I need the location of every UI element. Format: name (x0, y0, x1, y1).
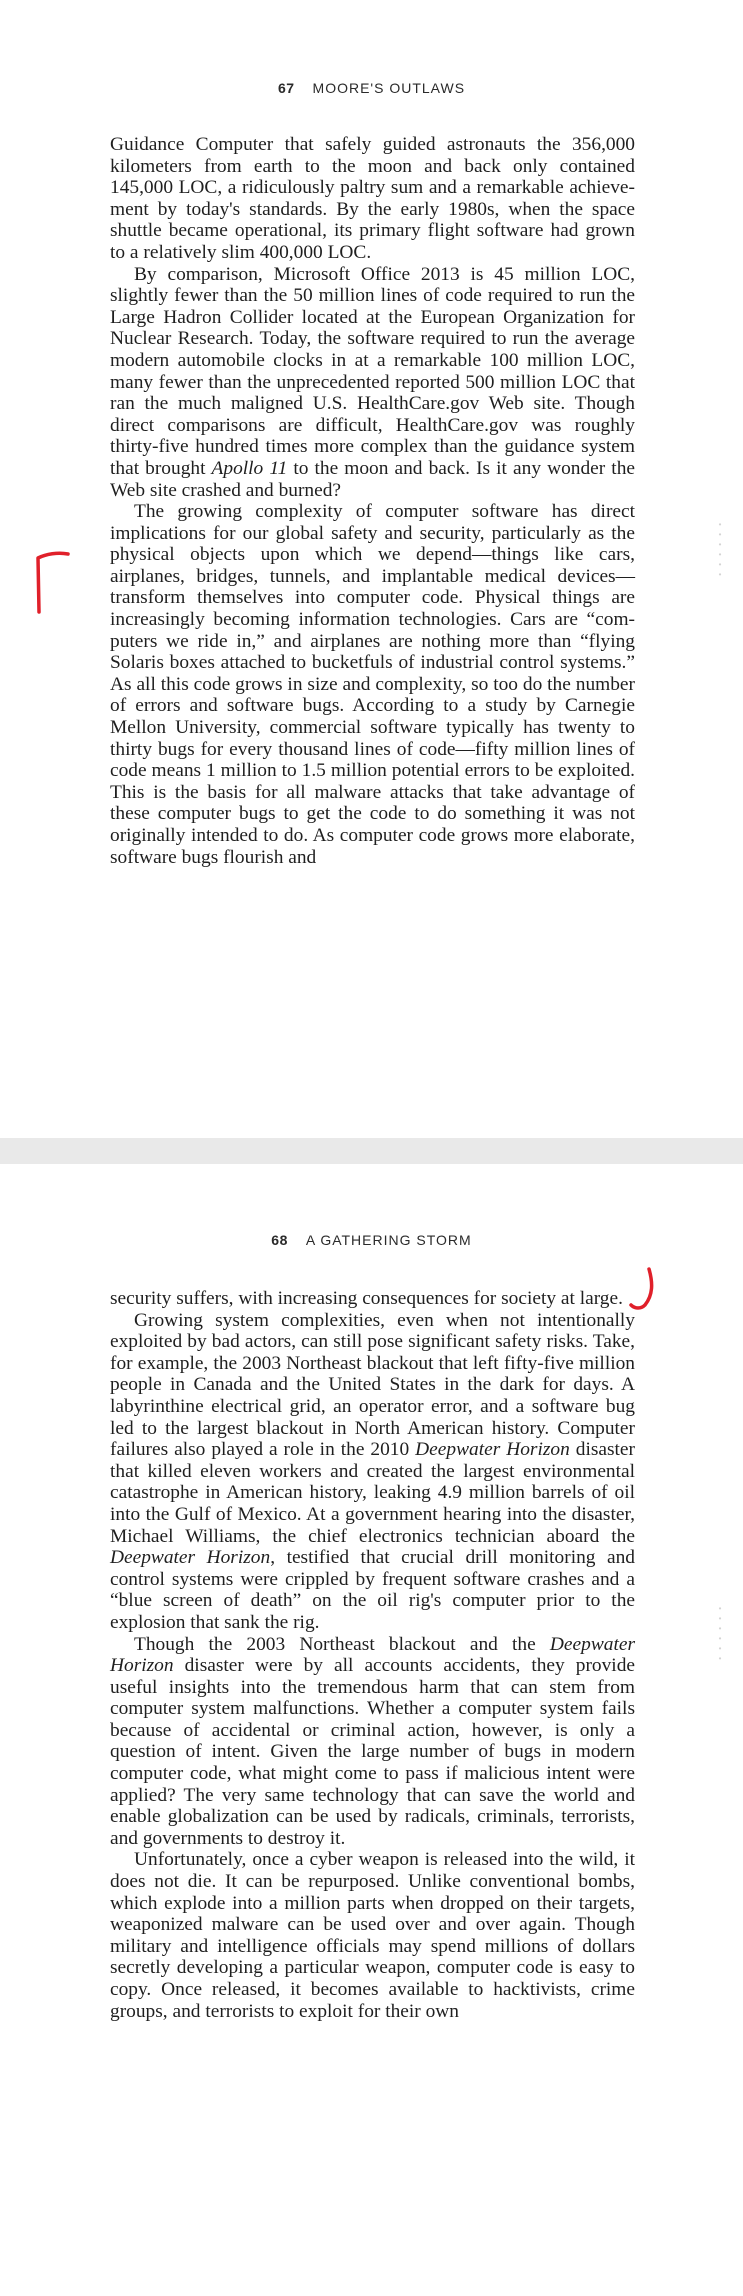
scroll-indicator: • • • • • • (718, 520, 722, 579)
page-body (110, 1288, 635, 2022)
book-page-67 (0, 0, 743, 1138)
running-head: MOORE'S OUTLAWS (312, 80, 466, 96)
page-number: 68 (271, 1232, 288, 1248)
page-header (0, 80, 743, 96)
red-end-mark (627, 1265, 661, 1315)
paragraph: Though the 2003 Northeast blackout and the Deepwater Horizon disaster were by all accounts accidents, they provide useful insights into the tremendous harm that can stem from computer system malfunctions. Whether a computer system fails because of accidental or criminal action, however, is only a question of intent. Given the large number of bugs in modern computer code, what might come to pass if malicious intent were applied? The very same technology that can save the world and enable globalization can be used by radicals, criminals, terrorists, and governments to destroy it. (110, 1633, 635, 1849)
paragraph: Growing system complexities, even when not intentionally exploited by bad actors, can still pose significant safety risks. Take, for example, the 2003 Northeast blackout that left fifty-five million people in Canada and the United States in the dark for days. A labyrinthine electrical grid, an operator error, and a software bug led to the largest blackout in North American history. Computer failures also played a role in the 2010 Deepwater Horizon disaster that killed eleven workers and created the largest environmental catastrophe in American history, leaking 4.9 million barrels of oil into the Gulf of Mexico. At a government hearing into the disaster, Michael Williams, the chief electronics technician aboard the Deepwater Horizon, testified that crucial drill monitoring and control systems were crippled by frequent software crashes and a “blue screen of death” on the oil rig's computer prior to the explosion that sank the rig. (110, 1309, 635, 1633)
page-number: 67 (277, 80, 295, 96)
paragraph: The growing complexity of computer software has direct implications for our global safety and security, particularly as the physical objects upon which we depend—things like cars, airplanes, bridges, tunnels, and implantable medical devices—transform themselves into computer code. Physical things are increasingly becoming information technologies. Cars are “computers we ride in,” and airplanes are nothing more than “flying Solaris boxes attached to bucketfuls of industrial control systems.” As all this code grows in size and complexity, so too do the number of errors and software bugs. According to a study by Carnegie Mellon University, commercial software typically has twenty to thirty bugs for every thousand lines of code—fifty million lines of code means 1 million to 1.5 million potential errors to be exploited. This is the basis for all malware attacks that take advantage of these computer bugs to get the code to do something it was not originally intended to do. As computer code grows more elaborate, software bugs flourish and (110, 501, 635, 868)
paragraph: Guidance Computer that safely guided astronauts the 356,000 kilometers from earth to the moon and back only contained 145,000 LOC, a ridiculously paltry sum and a remarkable achievement by today's standards. By the early 1980s, when the space shuttle became operational, its primary flight software had grown to a relatively slim 400,000 LOC. (110, 134, 635, 263)
running-head: A GATHERING STORM (305, 1232, 472, 1248)
paragraph: Unfortunately, once a cyber weapon is released into the wild, it does not die. It can be repurposed. Unlike conventional bombs, which explode into a million parts when dropped on their targets, weaponized malware can be used over and over again. Though military and intelligence officials may spend millions of dollars secretly developing a particular weapon, computer code is easy to copy. Once released, it becomes available to hacktivists, crime groups, and terrorists to exploit for their own (110, 1849, 635, 2022)
page-header (0, 1232, 743, 1248)
book-page-68 (0, 1164, 743, 2296)
page-body (110, 134, 635, 868)
scroll-indicator: • • • • • • (718, 1604, 722, 1663)
paragraph: By comparison, Microsoft Office 2013 is 45 million LOC, slightly fewer than the 50 million lines of code required to run the Large Hadron Collider located at the European Organization for Nuclear Research. Today, the software required to run the average modern automobile clocks in at a remarkable 100 million LOC, many fewer than the unprecedented reported 500 million LOC that ran the much maligned U.S. HealthCare.gov Web site. Though direct comparisons are difficult, HealthCare.gov was roughly thirty-five hundred times more complex than the guidance system that brought Apollo 11 to the moon and back. Is it any wonder the Web site crashed and burned? (110, 263, 635, 501)
red-bracket-mark (32, 548, 72, 618)
paragraph: security suffers, with increasing consequences for society at large. (110, 1288, 623, 1309)
